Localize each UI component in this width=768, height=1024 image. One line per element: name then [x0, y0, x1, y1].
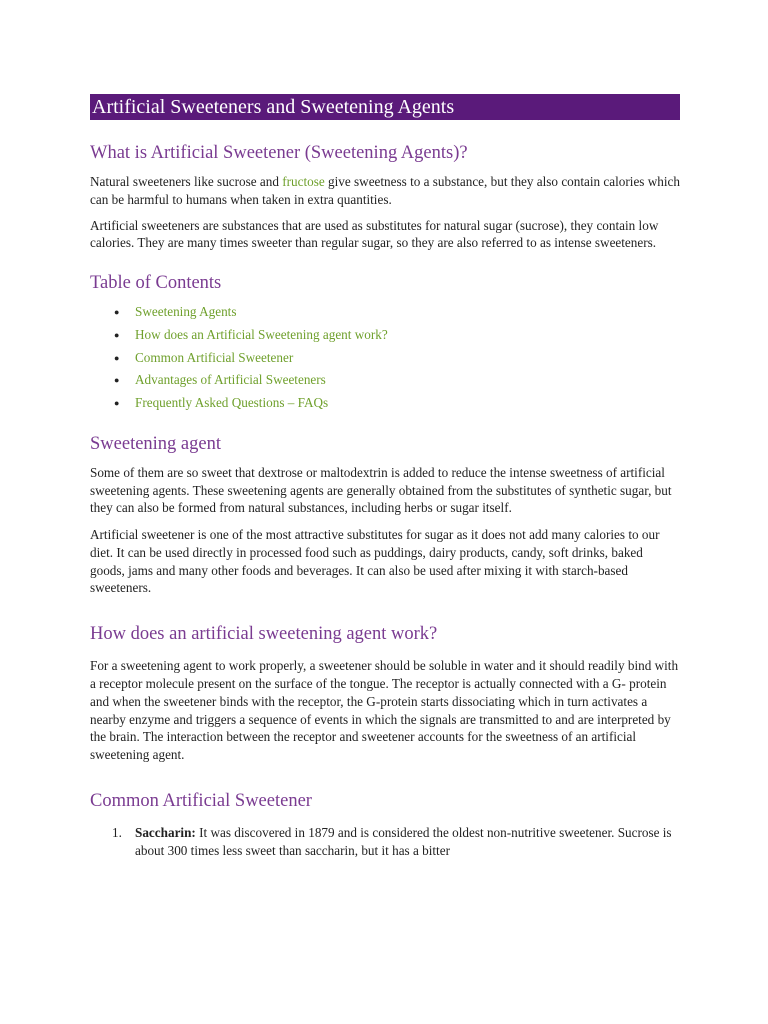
fructose-link[interactable]: fructose: [282, 174, 325, 189]
paragraph-how-it-works: For a sweetening agent to work properly, a sweetener should be soluble in water and it should readily bind with a receptor molecule present on the surface of the tongue. The receptor is actually connected with a G- protein and when the sweetener binds with the receptor, the G-protein starts dissociating which in turn activates a nearby enzyme and triggers a sequence of events in which the signals are transmitted to and are interpreted by the brain. The interaction between the receptor and sweetener accounts for the sweetness of an artificial sweetening agent.: [90, 658, 679, 763]
section-heading-how-it-works: How does an artificial sweetening agent work?: [90, 624, 438, 645]
paragraph-sweetening-agent-2: Artificial sweetener is one of the most attractive substitutes for sugar as it does not add many calories to our diet. It can be used directly in processed food such as puddings, dairy products, candy, soft drinks, baked goods, jams and many other foods and beverages. It can also be used after mixing it with starch-based sweeteners.: [90, 527, 660, 596]
paragraph-natural-sweeteners: [90, 173, 680, 209]
bullet-icon: ●: [114, 398, 120, 408]
toc-item-advantages[interactable]: [90, 369, 680, 392]
toc-link[interactable]: Sweetening Agents: [135, 304, 237, 320]
bullet-icon: ●: [114, 329, 120, 340]
bullet-icon: ●: [114, 307, 120, 318]
paragraph-text: Natural sweeteners like sucrose and: [90, 174, 283, 189]
paragraph-text: give sweetness to a substance, but they also contain calories which can be harmful to humans when taken in extra quantities.: [90, 174, 680, 207]
sweetener-list: [90, 824, 680, 860]
section-heading-what-is: What is Artificial Sweetener (Sweetening Agents)?: [90, 143, 468, 163]
paragraph-artificial-sweeteners: Artificial sweeteners are substances that are used as substitutes for natural sugar (sucrose), they contain low calories. They are many times sweeter than regular sugar, so they are also referred to as intense sweeteners.: [90, 217, 659, 251]
toc-heading: Table of Contents: [90, 273, 222, 294]
paragraph-sweetening-agent-1: Some of them are so sweet that dextrose or maltodextrin is added to reduce the intense sweetness of artificial sweetening agents. These sweetening agents are generally obtained from the substitutes of synthetic sugar, but they can also be formed from natural substances, including herbs or sugar itself.: [90, 464, 672, 516]
toc-list: [90, 301, 680, 415]
list-item-saccharin: [90, 824, 680, 860]
toc-link[interactable]: Advantages of Artificial Sweeteners: [135, 372, 326, 388]
bullet-icon: ●: [114, 375, 120, 386]
list-number: 1.: [112, 825, 122, 841]
toc-link[interactable]: Common Artificial Sweetener: [135, 349, 294, 365]
toc-link[interactable]: How does an Artificial Sweetening agent work?: [135, 326, 388, 342]
list-item-term: Saccharin:: [135, 825, 196, 841]
bullet-icon: ●: [114, 352, 120, 363]
toc-item-faqs[interactable]: [90, 392, 680, 415]
section-heading-sweetening-agent: Sweetening agent: [90, 433, 221, 454]
document-title: Artificial Sweeteners and Sweetening Agents: [90, 94, 680, 120]
toc-item-common-sweetener[interactable]: [90, 347, 680, 370]
list-item-text: It was discovered in 1879 and is considered the oldest non-nutritive sweetener. Sucrose is about 300 times less sweet than saccharin, but it has a bitter: [135, 825, 672, 858]
section-heading-common-sweetener: Common Artificial Sweetener: [90, 791, 312, 812]
toc-item-how-does-it-work[interactable]: [90, 324, 680, 347]
toc-item-sweetening-agents[interactable]: [90, 301, 680, 324]
toc-link[interactable]: Frequently Asked Questions – FAQs: [135, 395, 329, 410]
document-page: [90, 94, 680, 860]
